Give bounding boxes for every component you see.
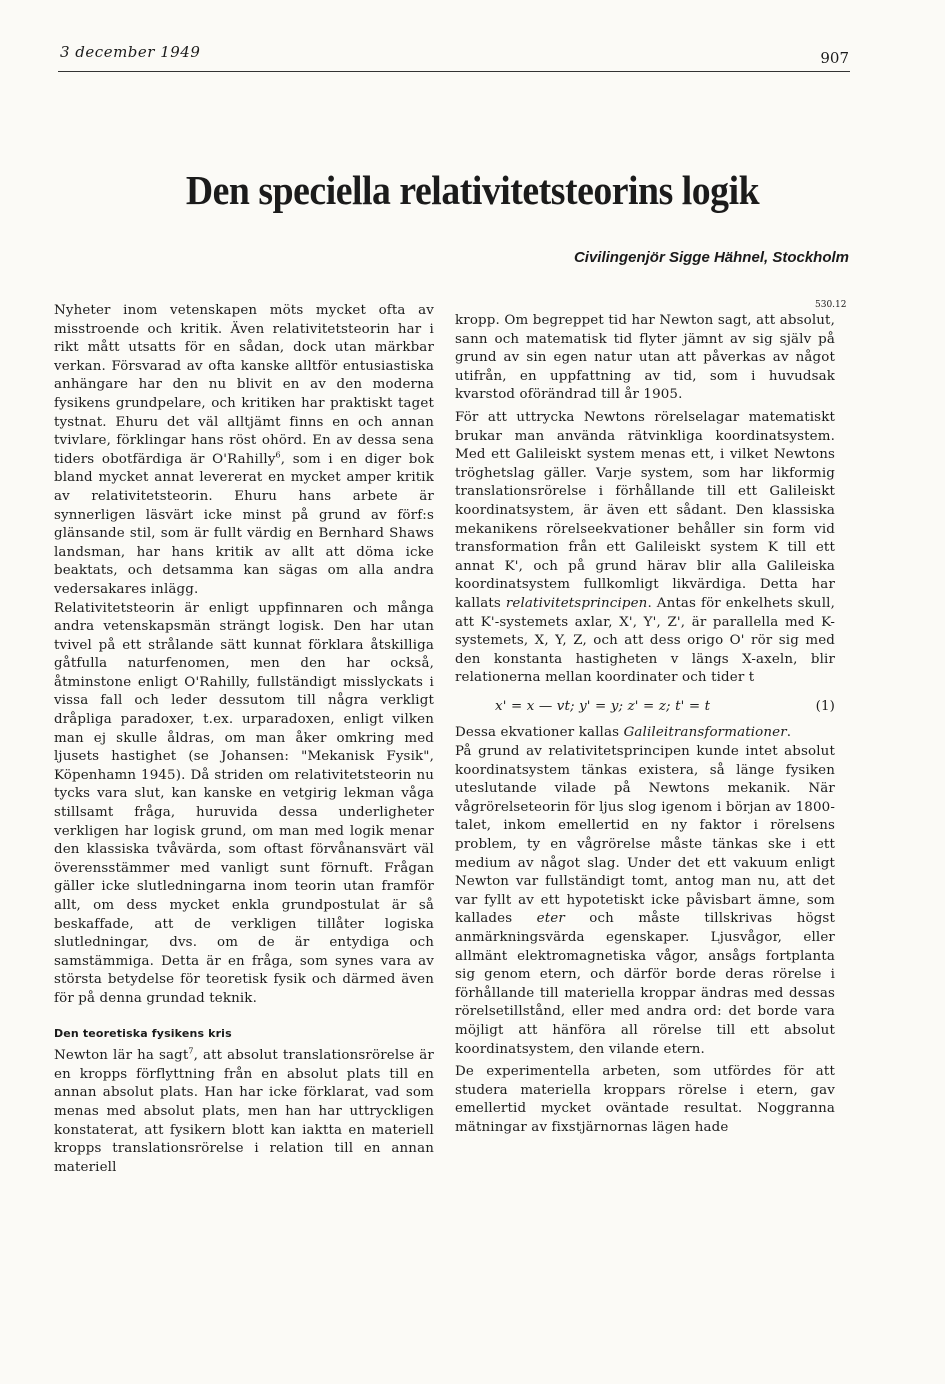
page-number: 907 xyxy=(820,49,849,67)
article-title: Den speciella relativitetsteorins logik xyxy=(185,167,760,213)
paragraph xyxy=(455,743,835,1059)
header-rule xyxy=(58,71,850,72)
emphasis: relativitetsprincipen xyxy=(505,595,648,611)
paragraph-text: . xyxy=(786,725,792,741)
equation xyxy=(455,698,835,717)
footnote-ref: 7 xyxy=(188,1046,194,1056)
classification-code: 530.12 xyxy=(815,300,847,310)
emphasis: Galileitransformationer xyxy=(623,725,787,741)
section-heading: Den teoretiska fysikens kris xyxy=(54,1026,232,1040)
left-column xyxy=(54,302,434,1177)
paragraph xyxy=(54,1047,434,1177)
paragraph xyxy=(54,302,434,600)
paragraph-text: För att uttrycka Newtons rörelselagar matematiskt brukar man använda rätvinkliga koordinatsystem. Med ett Galileiskt system menas ett, i vilket Newtons tröghetslag gäller. Varje system, som har likformig translationsrörelse i förhållande till ett Galileiskt koordinatsystem, är även ett sådant. Den klassiska mekanikens rörelseekvationer behåller sin form vid transformation från ett Galileiskt system K till ett annat K', och på grund härav blir alla Galileiska koordinatsystem fullkomligt likvärdiga. Detta har kallats xyxy=(455,409,835,611)
paragraph-text: , som i en diger bok bland mycket annat levererat en mycket amper kritik av relativitetsteorin. Ehuru hans arbete är synnerligen läsvärt icke minst på grund av förf:s glänsande stil, som är fullt värdig en Bernhard Shaws landsman, har hans kritik av allt att döma icke beaktats, och detsamma kan sägas om alla andra vedersakares inlägg. xyxy=(54,451,434,597)
paragraph: Relativitetsteorin är enligt uppfinnaren och många andra vetenskapsmän strängt logisk. Den har utan tvivel på ett strålande sätt kunnat förklara åtskilliga gåtfulla naturfenomen, men den har också, åtminstone enligt O'Rahilly, fullständigt misslyckats i vissa fall och leder dessutom till några verkligt dråpliga paradoxer, t.ex. urparadoxen, enligt vilken man ej skulle åldras, om man åker omkring med ljusets hastighet (se Johansen: "Mekanisk Fysik", Köpenhamn 1945). Då striden om relativitetsteorin nu tycks vara slut, kan kanske en vetgirig lekman våga stillsamt fråga, huruvida dessa underligheter verkligen har logisk grund, om man med logik menar den klassiska tvåvärda, som oftast förvånansvärt väl överensstämmer med vanligt sunt förnuft. Frågan gäller icke slutledningarna inom teorin utan framför allt, om dess mycket enkla grundpostulat är så beskaffade, att de verkligen tillåter logiska slutledningar, dvs. om de är entydiga och samstämmiga. Detta är en fråga, som synes vara av största betydelse för teoretisk fysik och därmed även för på denna grundad teknik. xyxy=(54,600,434,1006)
paragraph: De experimentella arbeten, som utfördes för att studera materiella kroppars rörelse i etern, gav emellertid mycket oväntade resultat. Noggranna mätningar av fixstjärnornas lägen hade xyxy=(455,1064,835,1135)
paragraph-text: . Antas för enkelhets skull, att K'-systemets axlar, X', Y', Z', är parallella med K-systemets, X, Y, Z, och att dess origo O' rör sig med den konstanta hastigheten v längs X-axeln, blir relationerna mellan koordinater och tider t xyxy=(455,595,835,686)
paragraph: kropp. Om begreppet tid har Newton sagt, att absolut, sann och matematisk tid flyter jämnt av sig själv på grund av sin egen natur utan att påverkas av något utifrån, en uppfattning av tid, som i huvudsak kvarstod oförändrad till år 1905. xyxy=(455,313,835,403)
paragraph-text: Dessa ekvationer kallas xyxy=(455,725,620,741)
equation-number: (1) xyxy=(815,698,835,714)
article-author: Civilingenjör Sigge Hähnel, Stockholm xyxy=(573,249,849,266)
paragraph xyxy=(455,724,835,743)
emphasis: eter xyxy=(536,911,565,927)
header-date: 3 december 1949 xyxy=(60,43,201,61)
right-column xyxy=(455,312,835,1138)
paragraph-text: Newton lär ha sagt xyxy=(54,1048,189,1064)
paragraph xyxy=(455,409,835,688)
paragraph-text: och måste tillskrivas högst anmärkningsvärda egenskaper. Ljusvågor, eller allmänt elektromagnetiska vågor, ansågs fortplanta sig genom etern, och därför borde deras rörelse i förhållande till materiella kroppar ändras med dessas rörelsetillstånd, eller med andra ord: det borde vara möjligt att hänföra all rörelse till ett absolut koordinatsystem, den vilande etern. xyxy=(455,911,835,1057)
paragraph-text: På grund av relativitetsprincipen kunde intet absolut koordinatsystem tänkas existera, så länge fysiken uteslutande vilade på Newtons mekanik. När vågrörelseteorin för ljus slog igenom i början av 1800-talet, inkom emellertid en ny faktor i rörelsens problem, ty en vågrörelse måste tänkas ske i ett medium av något slag. Under det ett vakuum enligt Newton var fullständigt tomt, antog man nu, att det var fyllt av ett hypotetiskt icke påvisbart ämne, som kallades xyxy=(455,744,835,927)
paragraph-text: Nyheter inom vetenskapen möts mycket ofta av misstroende och kritik. Även relativitetsteorin har i rikt mått utsatts för en sådan, dock utan märkbar verkan. Försvarad av ofta kanske alltför entusiastiska anhängare har den nu blivit en av den moderna fysikens grundpelare, och kritiken har praktiskt taget tystnat. Ehuru det väl alltjämt finns en och annan tvivlare, förklingar hans röst ohörd. En av dessa sena tiders obotfärdiga är O'Rahilly xyxy=(54,303,434,467)
paragraph-text: , att absolut translationsrörelse är en kropps förflyttning från en absolut plats till en annan absolut plats. Han har icke förklarat, vad som menas med absolut plats, men han har uttryckligen konstaterat, att fysikern blott kan iaktta en materiell kropps translationsrörelse i relation till en annan materiell xyxy=(54,1048,434,1175)
equation-body: x' = x — vt; y' = y; z' = z; t' = t xyxy=(495,698,711,714)
footnote-ref: 6 xyxy=(275,450,281,460)
